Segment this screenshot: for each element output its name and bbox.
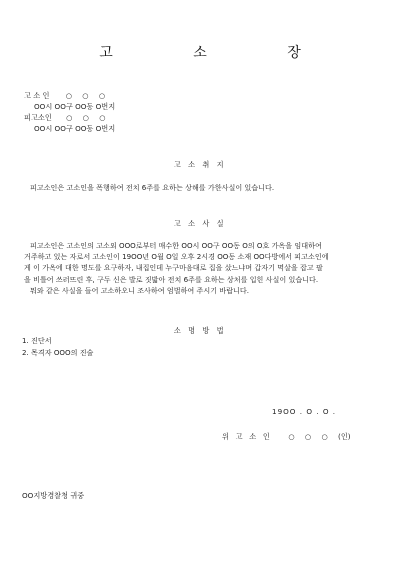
addressee: OO지방경찰청 귀중: [22, 491, 85, 500]
facts-line: 뭐와 같은 사실을 들어 고소하오니 조사하여 엄벌하여 주시기 바랍니다.: [30, 285, 250, 295]
defendant-address: OO시 OO구 OO동 O번지: [34, 124, 116, 133]
purpose-heading: 고 소 취 지: [173, 160, 227, 169]
complainant-address: OO시 OO구 OO동 O번지: [34, 102, 116, 111]
document-title: 고 소 장: [99, 45, 339, 61]
signature-name: ○ ○ ○: [288, 432, 332, 441]
complainant-label: 고 소 인: [24, 91, 50, 100]
facts-heading: 고 소 사 실: [173, 219, 227, 228]
defendant-label: 피고소인: [24, 113, 52, 122]
signature-line: [222, 432, 351, 442]
facts-paragraph: [24, 240, 376, 296]
facts-line: 피고소인은 고소인의 고소외 OOO로부터 매수한 OO시 OO구 OO동 O의 O호 가옥을 임대하여: [30, 241, 322, 250]
signature-label: 위 고 소 인: [222, 432, 273, 441]
complainant-block: [24, 90, 115, 112]
complainant-name: ○ ○ ○: [65, 91, 110, 100]
facts-line: 을 비틀어 쓰러뜨린 후, 구두 신은 발로 짓밟아 전치 6주를 요하는 상처를 입힌 사실이 있습니다.: [24, 274, 319, 284]
evidence-heading: 소 명 방 법: [173, 326, 227, 335]
evidence-list: [22, 335, 93, 359]
facts-line: 게 이 가옥에 대한 명도를 요구하자, 내집인데 누구마음대로 집을 샀느냐며 갑자기 멱살을 잡고 팔: [24, 263, 323, 273]
defendant-line: [24, 112, 115, 123]
defendant-name: ○ ○ ○: [66, 113, 110, 122]
seal-mark: (인): [338, 432, 351, 441]
complainant-line: [24, 90, 115, 101]
evidence-item: 2. 목격자 OOO의 진술: [22, 348, 94, 357]
facts-line: 거주하고 있는 자로서 고소인이 19OO년 O월 O일 오후 2시경 OO동 소재 OO다방에서 피고소인에: [24, 252, 329, 262]
defendant-block: [24, 112, 115, 134]
document-date: 19OO . O . O .: [272, 407, 337, 416]
evidence-item: 1. 진단서: [22, 336, 52, 345]
purpose-text: 피고소인은 고소인을 폭행하여 전치 6주를 요하는 상해를 가한사실이 있습니다.: [30, 183, 275, 192]
